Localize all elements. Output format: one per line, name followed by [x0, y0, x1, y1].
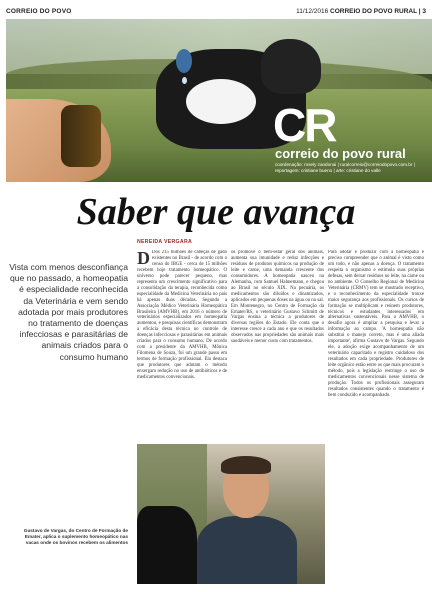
column-1-text: Dos 215 milhões de cabeças de gado existentes no Brasil - de acordo com o censo do IBGE - cerca de 15 milhões recebem hoje tratamento homeopático. O universo pode parecer pequeno, mas representa um crescimento significativo para a consolidação da terapia, reconhecida como especialidade da Medicina Veterinária no país há apenas duas décadas. Segundo a Associação Médico Veterinária Homeopática Brasileira (AMVHB), em 2016 o número de veterinários especializados em homeopatia aumentou, e pesquisas científicas demonstram a eficácia desta técnica no controle de doenças infecciosas e parasitárias em animais criados para o consumo humano. De acordo com a presidente da AMVHB, Mônica Filomena de Souza, foi um grande passo em termos de formação profissional. Ela destaca que produtores que adotam o método enxergam redução no uso de antibióticos e de medicamentos convencionais.	[137, 250, 227, 381]
column-2-text: os promove o bem-estar geral dos animais, aumenta sua imunidade e reduz infecções e resíduos de produtos químicos na produção de leite e carne, uma demanda crescente dos consumidores. A homeopatia nasceu na Alemanha, com Samuel Hahnemann, e chegou ao Brasil no século XIX. Na pecuária, os medicamentos são diluídos e dinamizados, aplicados em pequenas doses na água ou no sal. Em Montenegro, no Centro de Formação da Emater/RS, o veterinário Gustavo Schmitt de Vargas ensina a técnica a produtores de diversas regiões do Estado. Ele conta que o interesse cresce a cada ano e que os resultados observados nas propriedades são animais mais saudáveis e menor custo com tratamentos.	[231, 250, 324, 345]
brand-title: correio do povo rural	[275, 146, 406, 161]
article-column-3	[328, 250, 424, 580]
photo-cow-patch	[186, 79, 256, 124]
section-brand	[273, 99, 432, 180]
header-meta	[296, 8, 426, 15]
photo-dropper	[176, 49, 192, 73]
article-deck: Vista com menos desconfiança que no passado, a homeopatia é especialidade reconhecida da Veterinária e vem sendo adotada por mais produtores no tratamento de doenças infecciosas e parasitárias de animais criados para o consumo humano	[9, 262, 128, 362]
article-column-2	[231, 250, 324, 462]
hero-photo	[6, 19, 432, 182]
portrait-cow	[137, 506, 197, 584]
photo-cow-background	[261, 39, 321, 94]
brand-logo: CR	[273, 99, 336, 151]
column-3-text: Para adotar e produzir com a homeopatia é preciso compreender que o animal é visto como um todo, e não apenas a doença. O tratamento respeita o organismo e estimula suas próprias defesas, sem deixar resíduos no leite, na carne ou no ambiente. O Conselho Regional de Medicina Veterinária (CRMV) tem se mostrado receptivo, e o reconhecimento da especialidade trouxe maior segurança aos profissionais. Os cursos de formação se multiplicam e reúnem produtores, técnicos e estudantes interessados em alternativas sustentáveis. Para a AMVHB, o desafio agora é ampliar a pesquisa e levar a informação ao campo. 'A homeopatia não substitui o manejo correto, mas é uma aliada importante', afirma Gustavo de Vargas. Segundo ele, a adoção exige acompanhamento de um veterinário capacitado e registro cuidadoso dos resultados em cada propriedade. Produtores de leite orgânico estão entre os que mais procuram o método, pois a legislação restringe o uso de medicamentos convencionais nesse sistema de produção. Todos os profissionais asseguram resultados consistentes quando o tratamento é bem conduzido e acompanhado.	[328, 250, 424, 398]
brand-credits: coordenação: rosely zandonai | ruralcorreio@correiodopovo.com.br | reportagem: cristiane bueno | arte: cristiane do valle	[275, 162, 415, 173]
article-byline: NEREIDA VERGARA	[137, 239, 193, 245]
portrait-hair	[221, 456, 271, 474]
drop-cap: D	[137, 250, 150, 268]
portrait-body	[197, 516, 297, 584]
publication-name: CORREIO DO POVO	[6, 8, 72, 15]
photo-caption: Gustavo de Vargas, do Centro de Formação de Emater, aplica o suplemento homeopático nas vacas onde os bovinos recebem os alimentos	[23, 528, 128, 546]
section-label: CORREIO DO POVO RURAL | 3	[330, 8, 426, 15]
edition-date: 11/12/2016	[296, 8, 329, 15]
photo-drop	[182, 77, 187, 84]
photo-bottle	[61, 105, 101, 167]
article-column-1	[137, 250, 227, 462]
article-headline: Saber que avança	[76, 191, 356, 233]
portrait-photo	[137, 444, 325, 584]
